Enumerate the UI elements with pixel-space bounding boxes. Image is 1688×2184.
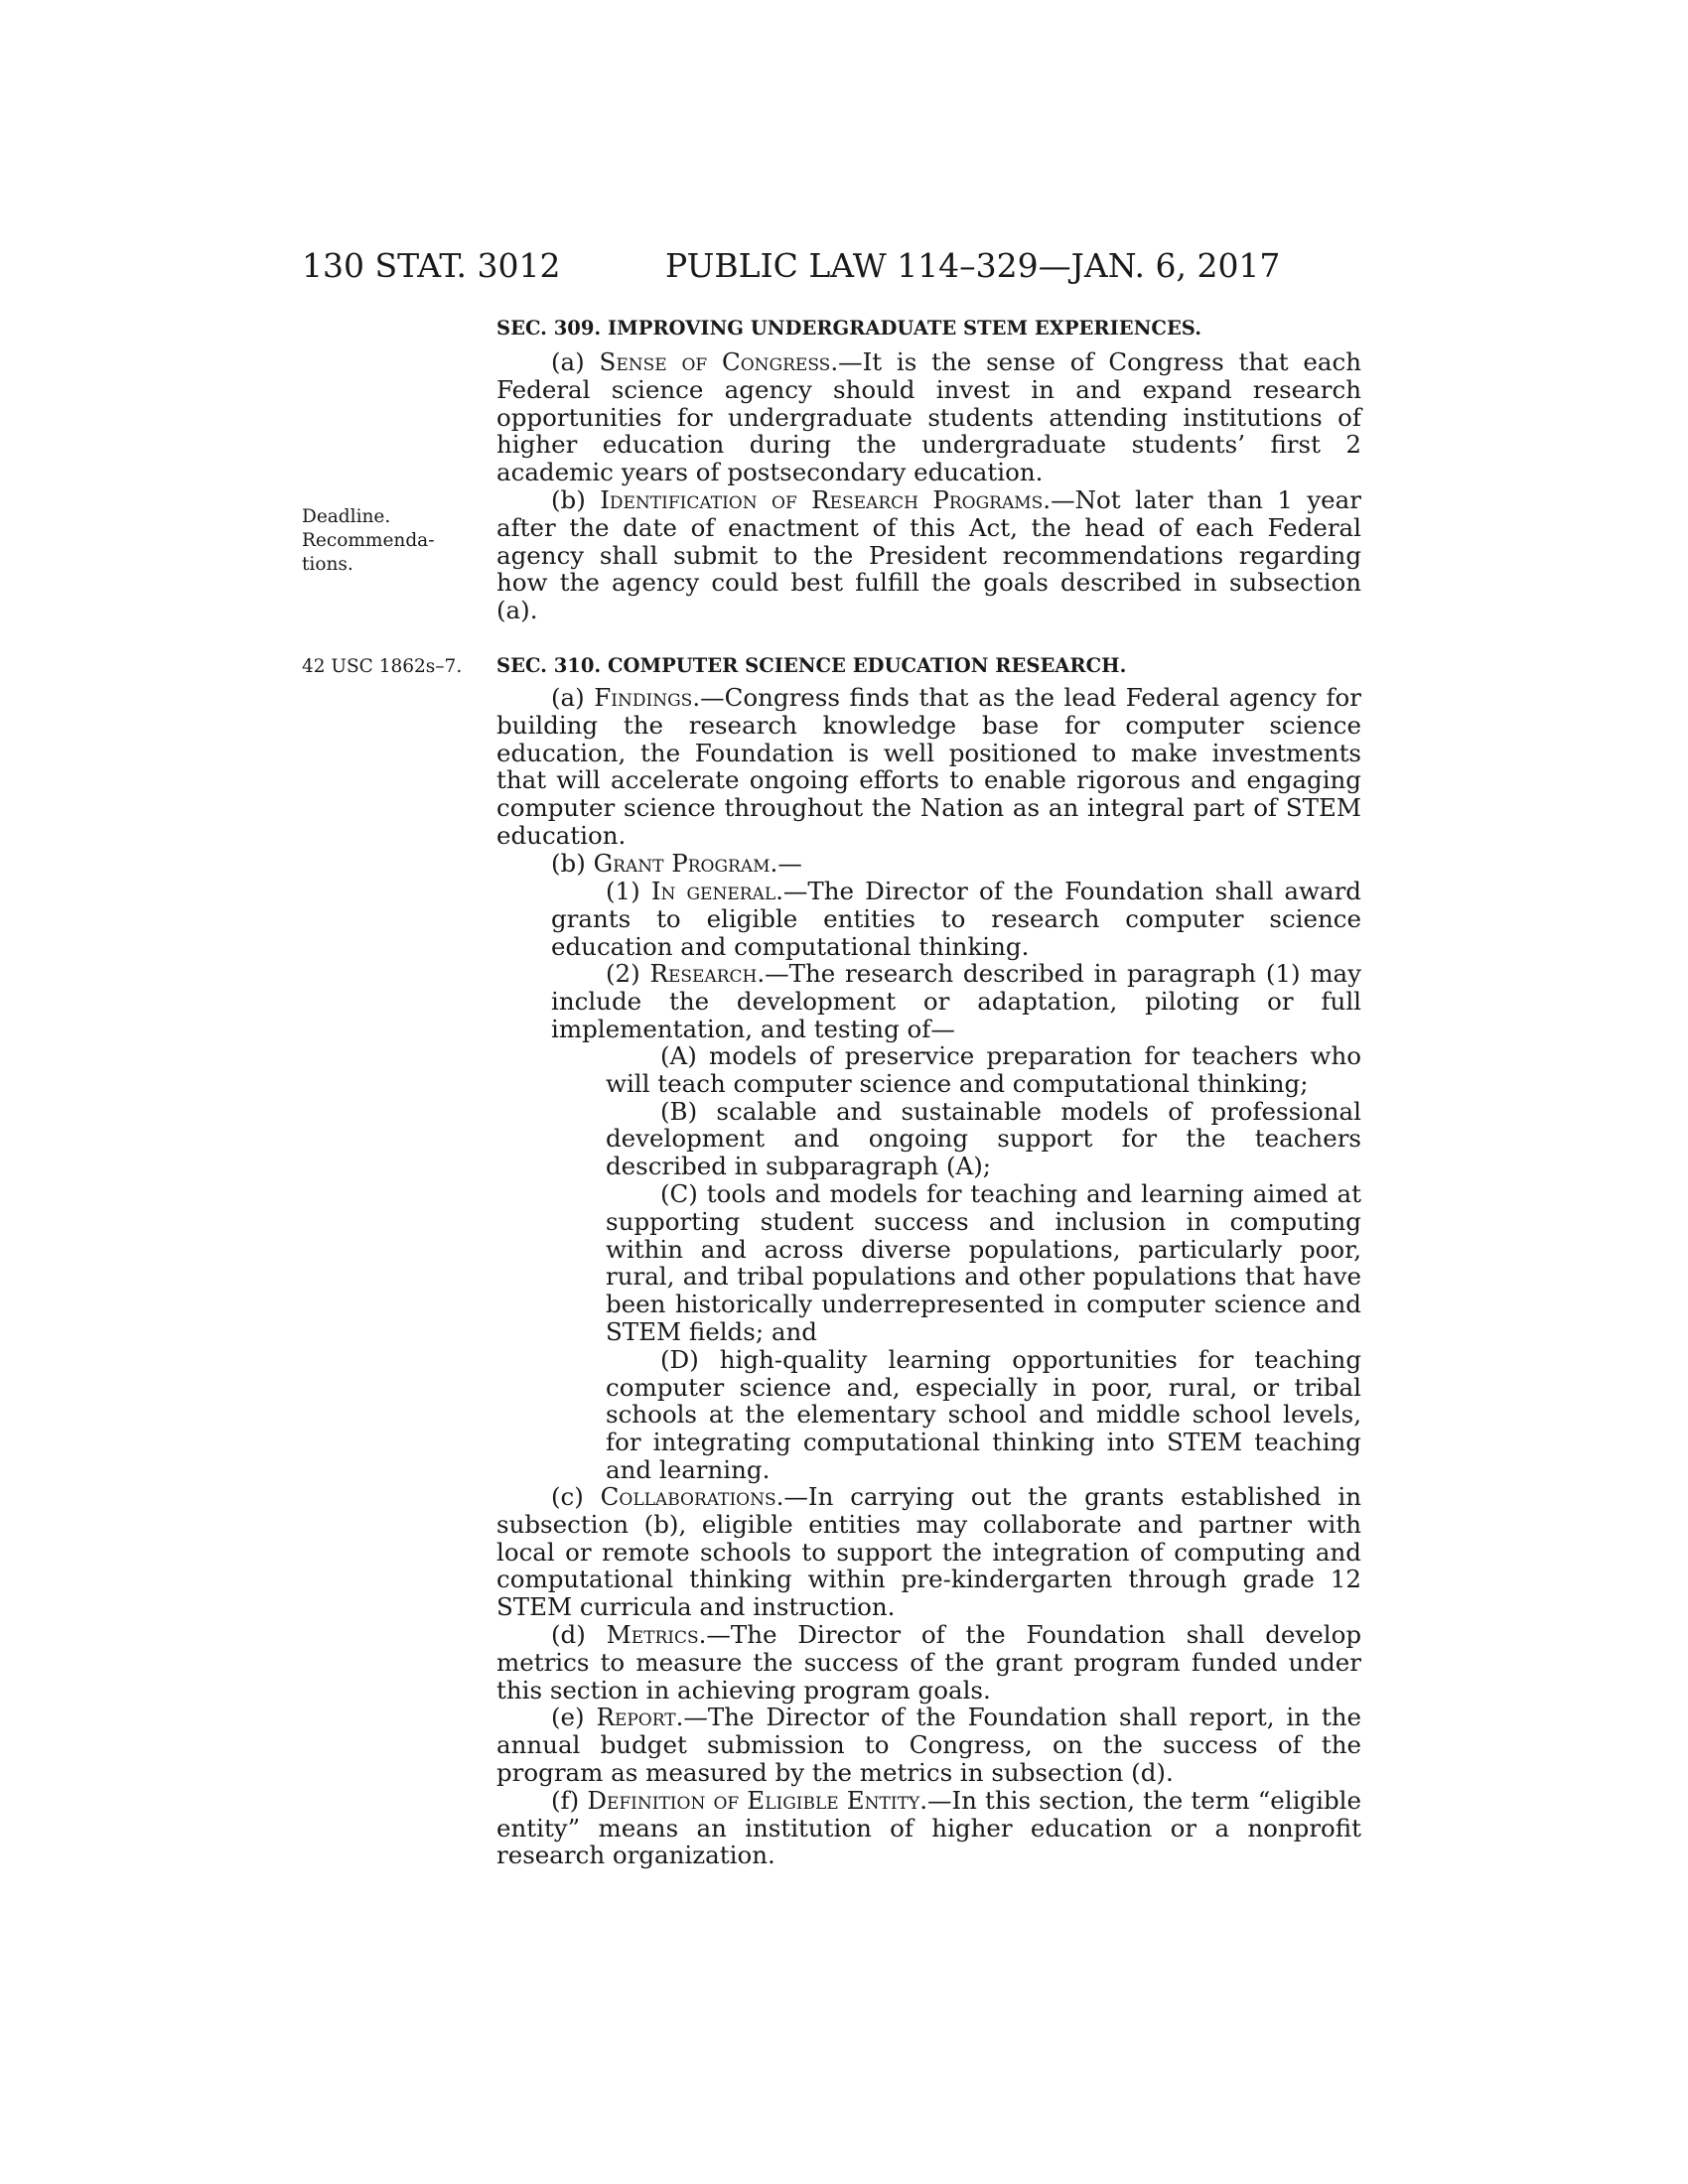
public-law-citation: PUBLIC LAW 114–329—JAN. 6, 2017 (665, 246, 1281, 285)
sec310-subsection-f (496, 1787, 1361, 1869)
sec310-b2-title: Research (649, 959, 758, 989)
subparagraph-A: (A) models of preservice preparation for teachers who will teach computer science and computational thinking; (606, 1041, 1361, 1098)
sec309-subsection-a (496, 348, 1361, 486)
sec310-c-label: (c) (551, 1482, 601, 1511)
sec310-subsection-b (496, 850, 1361, 878)
sec310-a-block (496, 684, 1361, 878)
sec310-b1-title: In general (650, 877, 776, 905)
margin-note-usc: 42 USC 1862s–7. (302, 656, 463, 677)
subparagraph-D: (D) high-quality learning opportunities for teaching computer science and, especially in poor, rural, or tribal schools at the elementary school and middle school levels, for integrating computational thinking into STEM teaching and learning. (606, 1344, 1361, 1484)
sec310-subsection-d (496, 1621, 1361, 1704)
section-309-heading: SEC. 309. IMPROVING UNDERGRADUATE STEM EXPERIENCES. (496, 317, 1201, 340)
subparagraph-B: (B) scalable and sustainable models of professional development and ongoing support for the teachers described in subparagraph (A); (606, 1096, 1361, 1181)
sec310-b-label: (b) (551, 848, 594, 878)
sec310-a-title: Findings (594, 683, 693, 712)
sec310-subsection-c (496, 1483, 1361, 1621)
sec309-a-text: .—It is the sense of Congress that each Federal science agency should invest in and expand research opportunities for undergraduate students attending institutions of higher education during the undergraduate students’ first 2 academic years of postsecondary education. (496, 347, 1361, 487)
sec310-f-text: .—In this section, the term “eligible entity” means an institution of higher education or a nonprofit research organization. (496, 1785, 1361, 1870)
sec310-e-title: Report (596, 1703, 676, 1732)
sec309-b-label: (b) (551, 484, 601, 514)
subparagraph-C: (C) tools and models for teaching and learning aimed at supporting student success and inclusion in computing within and across diverse populations, particularly poor, rural, and tribal populations and other populations that have been historically underrepresented in computer science and STEM fields; and (606, 1178, 1361, 1346)
sec309-a-label: (a) (551, 347, 600, 376)
sec310-b-paragraph-2 (551, 960, 1361, 1042)
sec310-b-title: Grant Program (593, 848, 771, 878)
margin-note-line: tions. (302, 554, 353, 575)
sec310-subsection-e (496, 1704, 1361, 1786)
sec310-c-text: .—In carrying out the grants established in subsection (b), eligible entities may collaborate and partner with local or remote schools to support the integration of computing and computational thinking within pre-kindergarten through grade 12 STEM curricula and instruction. (496, 1482, 1361, 1622)
sec310-b-paragraphs (551, 878, 1361, 1043)
sec310-b-paragraph-1 (551, 878, 1361, 960)
sec310-b2-text: .—The research described in paragraph (1) may include the development or adaptation, piloting or full implementation, and testing of— (551, 959, 1361, 1043)
section-309-body (496, 348, 1361, 624)
margin-note-line: Deadline. (302, 506, 391, 527)
margin-note-line: Recommenda- (302, 530, 435, 551)
sec309-b-title: Identification of Research Programs (600, 484, 1044, 514)
sec310-b-text: .— (770, 848, 802, 878)
section-310-heading: SEC. 310. COMPUTER SCIENCE EDUCATION RESEARCH. (496, 654, 1127, 677)
sec310-c-to-f-block (496, 1483, 1361, 1869)
sec310-e-text: .—The Director of the Foundation shall report, in the annual budget submission to Congress, on the success of the program as measured by the metrics in subsection (d). (496, 1703, 1361, 1787)
sec310-d-text: .—The Director of the Foundation shall develop metrics to measure the success of the grant program funded under this section in achieving program goals. (496, 1619, 1361, 1705)
sec310-a-label: (a) (551, 683, 595, 712)
sec310-subsection-a (496, 684, 1361, 850)
sec310-e-label: (e) (551, 1703, 597, 1732)
sec310-a-text: .—Congress finds that as the lead Federal agency for building the research knowledge base for computer science education, the Foundation is well positioned to make investments that will accelerate ongoing efforts to enable rigorous and engaging computer science throughout the Nation as an integral part of STEM education. (496, 683, 1361, 850)
sec310-b2-subparagraphs (606, 1042, 1361, 1484)
sec309-subsection-b (496, 486, 1361, 624)
sec310-f-title: Definition of Eligible Entity (587, 1785, 920, 1815)
margin-note-deadline (302, 505, 481, 577)
sec310-d-title: Metrics (606, 1619, 699, 1649)
sec310-c-title: Collaborations (600, 1482, 776, 1511)
sec309-a-title: Sense of Congress (599, 347, 831, 376)
sec310-f-label: (f) (551, 1785, 588, 1815)
statute-page-number: 130 STAT. 3012 (302, 246, 561, 285)
sec310-d-label: (d) (551, 1619, 607, 1649)
sec310-b1-label: (1) (606, 877, 651, 905)
sec310-b2-label: (2) (606, 959, 650, 989)
sec310-b1-text: .—The Director of the Foundation shall award grants to eligible entities to research computer science education and computational thinking. (551, 877, 1361, 961)
sec309-b-text: .—Not later than 1 year after the date of enactment of this Act, the head of each Federal agency shall submit to the President recommendations regarding how the agency could best fulfill the goals described in subsection (a). (496, 484, 1361, 625)
